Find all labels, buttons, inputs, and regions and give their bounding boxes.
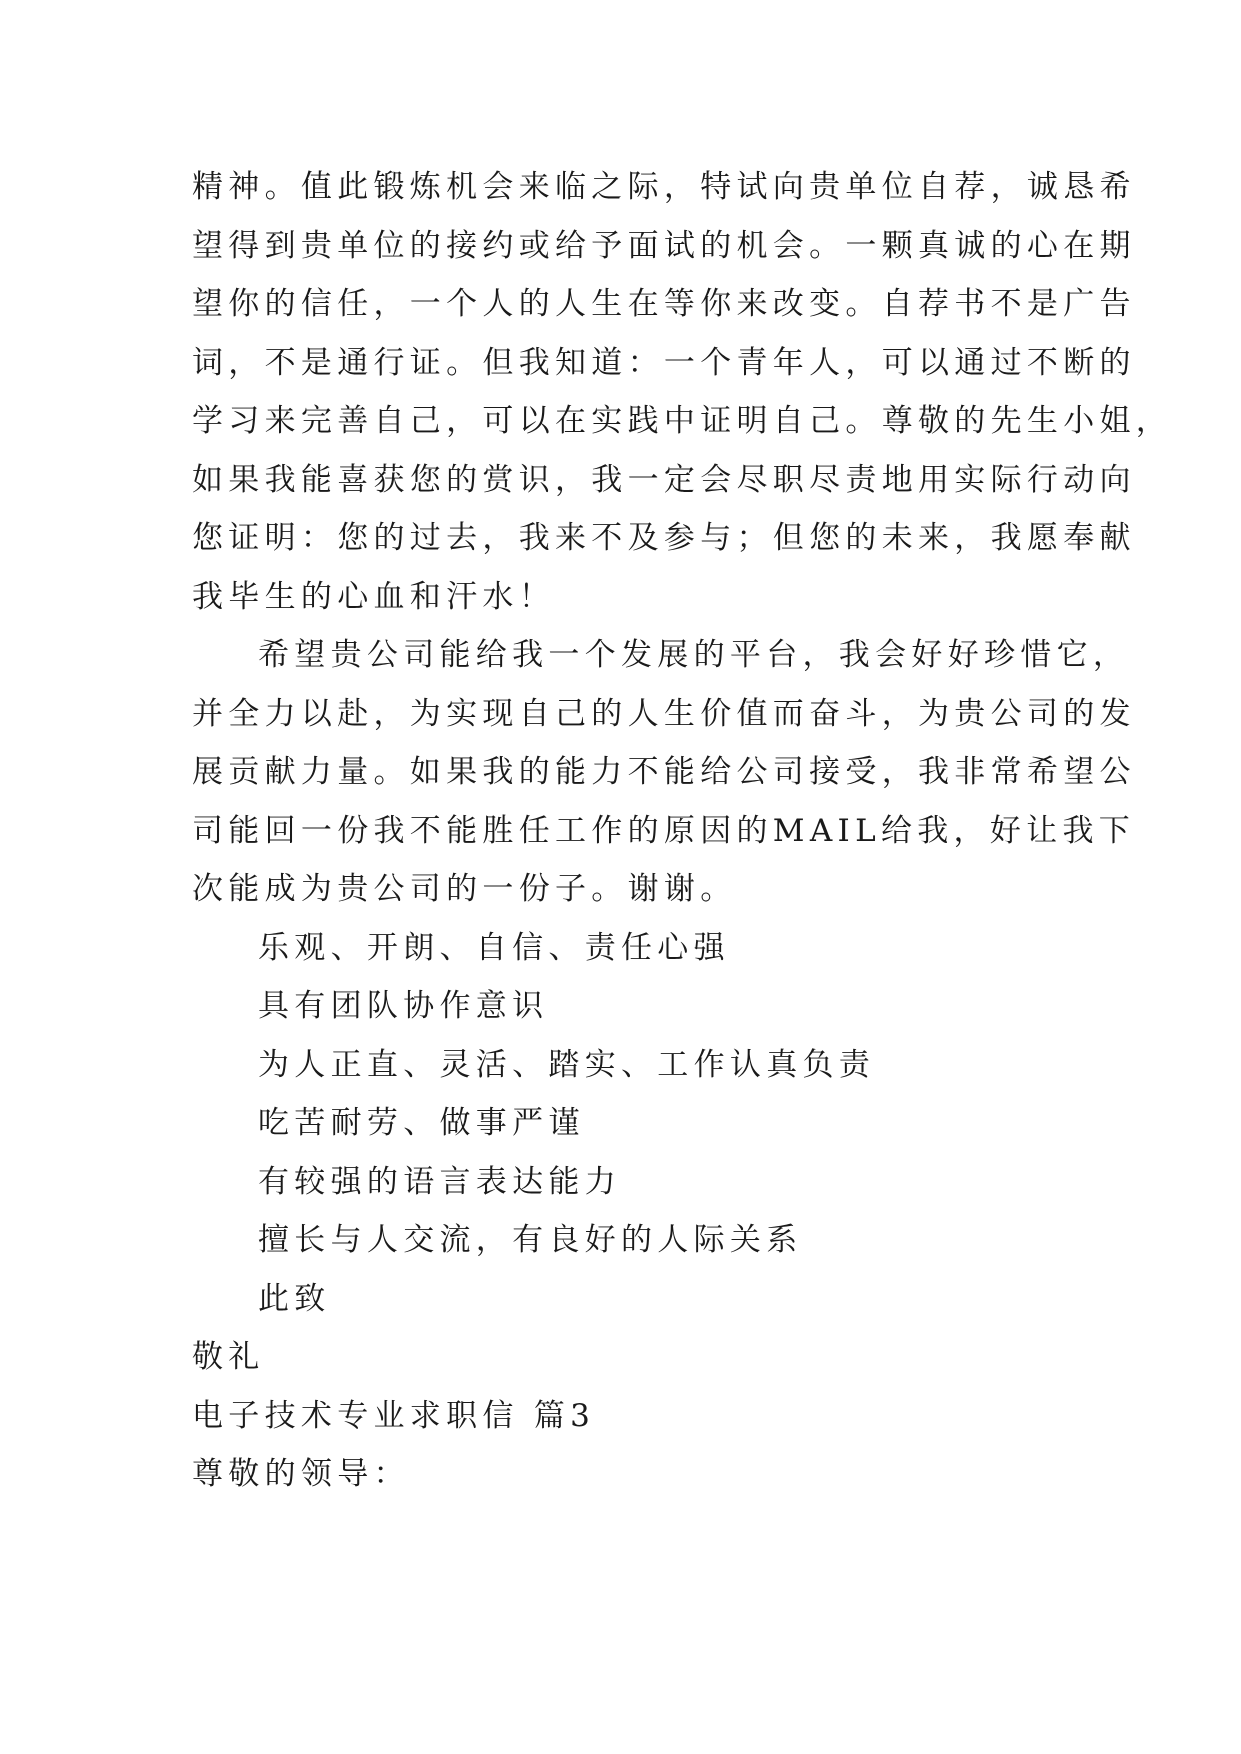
trait-item: 具有团队协作意识 — [258, 988, 549, 1024]
body-line: 学习来完善自己，可以在实践中证明自己。尊敬的先生小姐， — [192, 403, 1173, 439]
trait-item: 为人正直、灵活、踏实、工作认真负责 — [258, 1046, 876, 1083]
body-line: 并全力以赴，为实现自己的人生价值而奋斗，为贵公司的发 — [192, 695, 1136, 732]
trait-item: 擅长与人交流，有良好的人际关系 — [258, 1222, 803, 1258]
closing-line: 此致 — [258, 1280, 331, 1317]
body-line: 展贡献力量。如果我的能力不能给公司接受，我非常希望公 — [192, 754, 1136, 790]
greeting-line: 尊敬的领导： — [192, 1456, 410, 1492]
body-line: 望你的信任，一个人的人生在等你来改变。自荐书不是广告 — [192, 286, 1136, 322]
body-line: 望得到贵单位的接约或给予面试的机会。一颗真诚的心在期 — [192, 227, 1136, 264]
body-line: 我毕生的心血和汗水！ — [192, 578, 555, 615]
body-line: 次能成为贵公司的一份子。谢谢。 — [192, 871, 737, 907]
section-heading: 电子技术专业求职信 篇3 — [192, 1397, 596, 1434]
salutation-line: 敬礼 — [192, 1339, 265, 1375]
body-line: 如果我能喜获您的赏识，我一定会尽职尽责地用实际行动向 — [192, 461, 1136, 498]
body-line: 词，不是通行证。但我知道：一个青年人，可以通过不断的 — [192, 344, 1136, 381]
document-body — [192, 158, 1173, 1504]
body-line: 您证明：您的过去，我来不及参与；但您的未来，我愿奉献 — [192, 520, 1136, 556]
body-line: 司能回一份我不能胜任工作的原因的MAIL给我，好让我下 — [192, 812, 1136, 849]
paragraph-start-line: 希望贵公司能给我一个发展的平台，我会好好珍惜它， — [258, 637, 1130, 673]
body-line: 精神。值此锻炼机会来临之际，特试向贵单位自荐，诚恳希 — [192, 169, 1136, 205]
trait-item: 乐观、开朗、自信、责任心强 — [258, 929, 730, 966]
trait-item: 吃苦耐劳、做事严谨 — [258, 1105, 585, 1141]
trait-item: 有较强的语言表达能力 — [258, 1163, 621, 1200]
